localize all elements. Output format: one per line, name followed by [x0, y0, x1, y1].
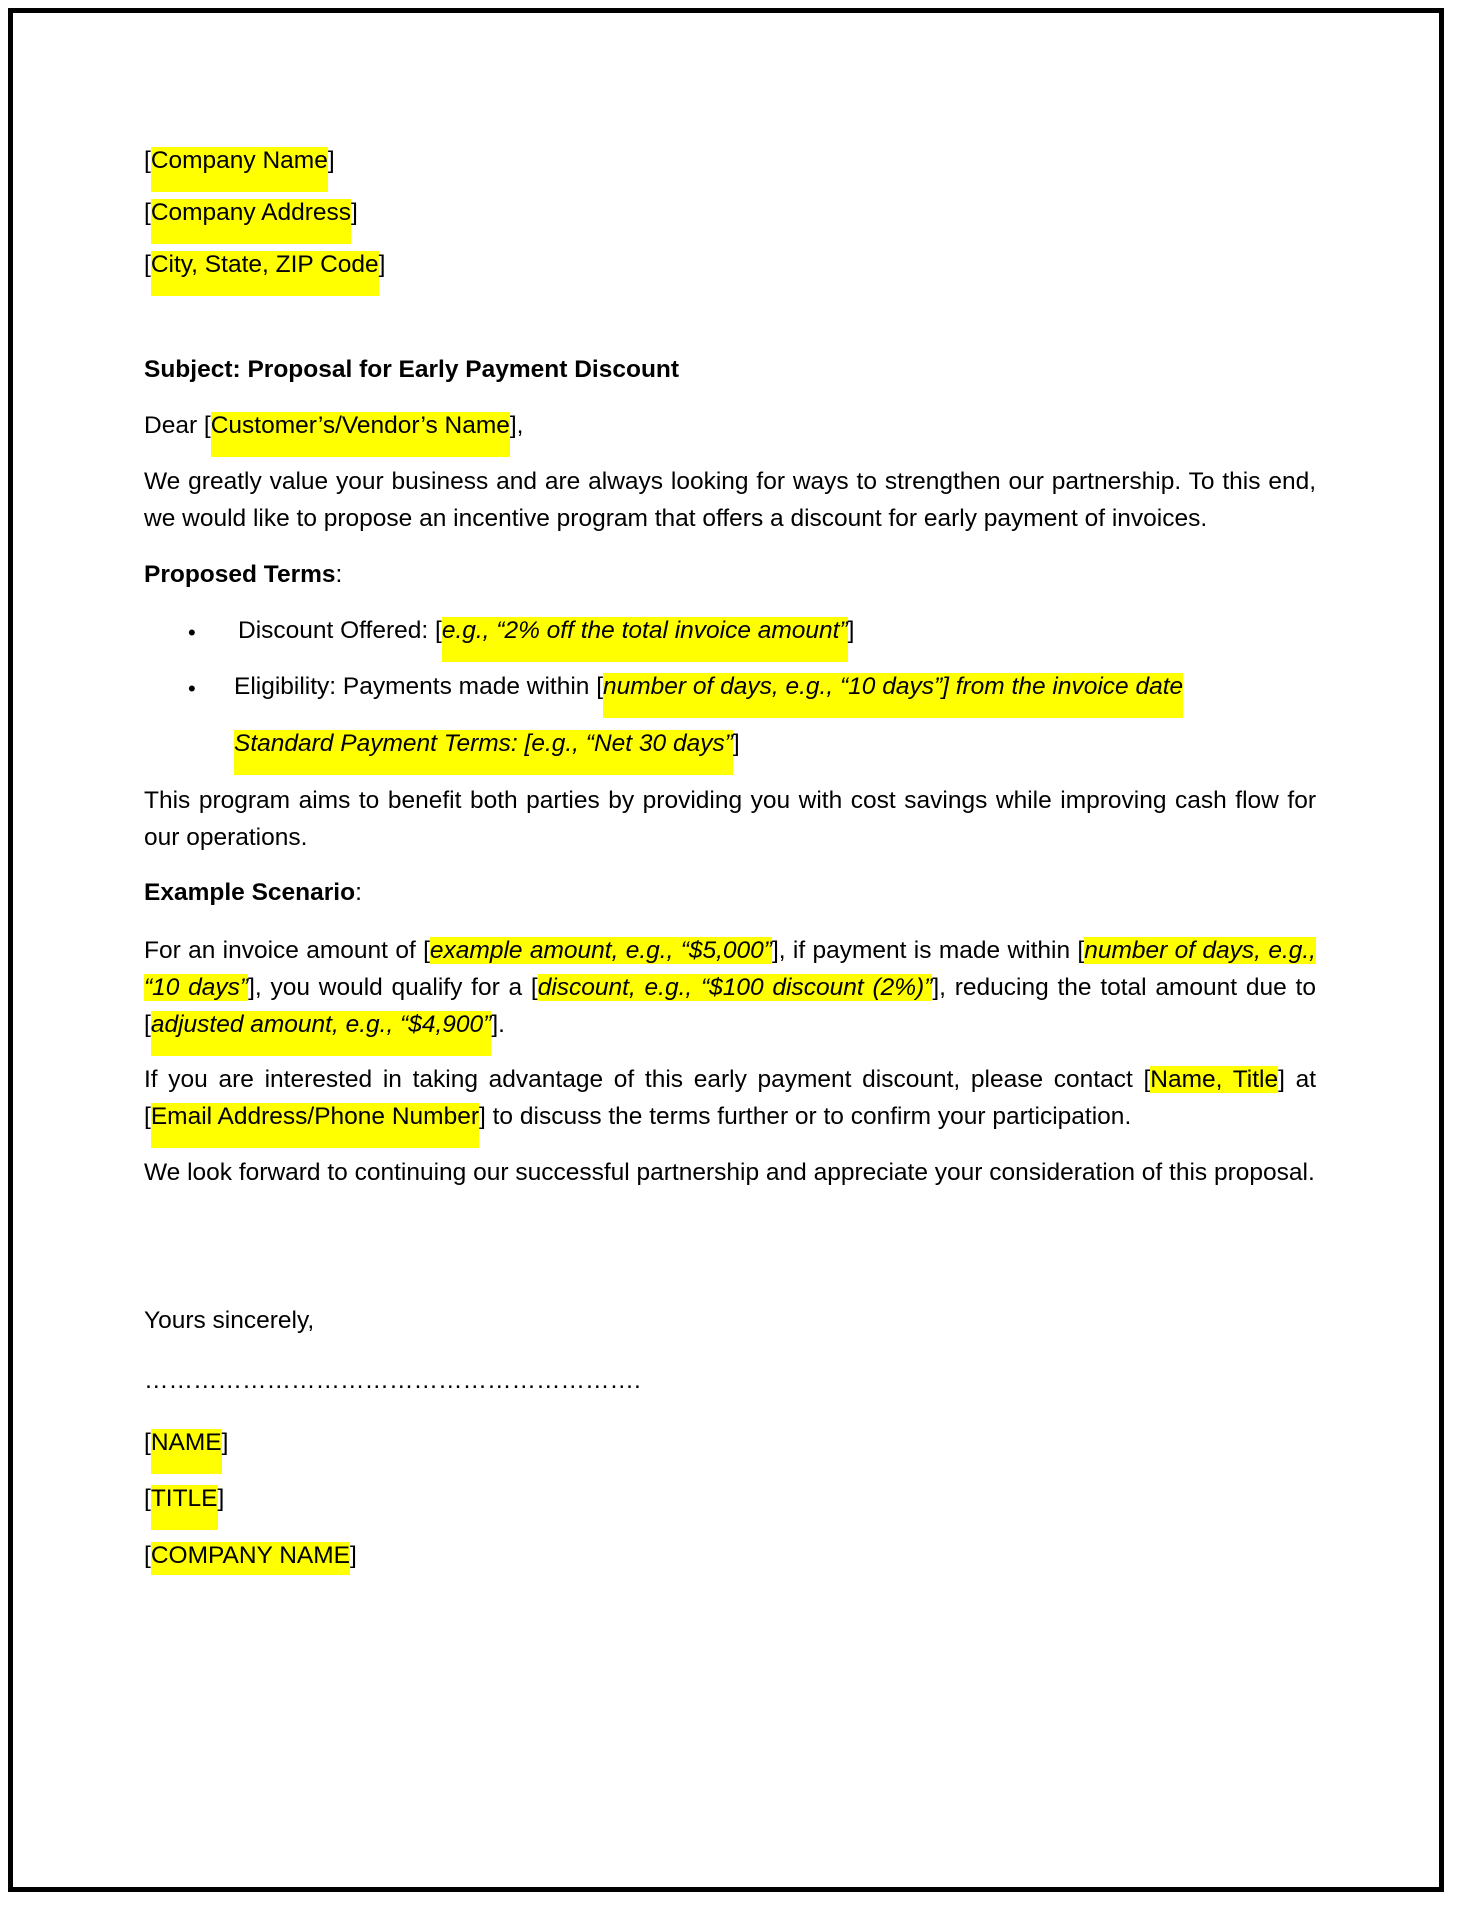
example-text: ], reducing the total amount due to [ [144, 974, 1316, 1038]
example-scenario-title: Example Scenario [144, 879, 356, 906]
example-scenario-heading [144, 874, 362, 911]
standard-terms-placeholder: Standard Payment Terms: [e.g., “Net 30 days” [234, 730, 733, 775]
company-address-line: [Company Address] [144, 194, 358, 231]
proposed-terms-heading [144, 556, 342, 593]
contact-paragraph [144, 1061, 1316, 1135]
proposed-terms-title: Proposed Terms [144, 561, 336, 588]
example-discount-placeholder: discount, e.g., “$100 discount (2%)” [537, 974, 933, 1001]
closing-paragraph: We look forward to continuing our successful partnership and appreciate your consideration of this proposal. [144, 1159, 1315, 1186]
bullet-icon: • [188, 620, 196, 645]
contact-email-phone-placeholder: Email Address/Phone Number [151, 1103, 479, 1148]
signature-company-line: [COMPANY NAME] [144, 1537, 357, 1574]
standard-terms-item [234, 725, 740, 762]
signature-name-line: [NAME] [144, 1424, 228, 1461]
company-address-placeholder: Company Address [151, 199, 351, 244]
eligibility-placeholder: number of days, e.g., “10 days”] from the invoice date [603, 673, 1183, 718]
discount-offered-close: ] [847, 617, 855, 644]
signature-line: ……………………………………………………. [144, 1367, 641, 1394]
contact-text: ] to discuss the terms further or to confirm your participation. [479, 1103, 1132, 1130]
discount-offered-placeholder: e.g., “2% off the total invoice amount” [442, 617, 848, 662]
city-state-zip-placeholder: City, State, ZIP Code [151, 251, 379, 296]
signature-title-placeholder: TITLE [151, 1485, 218, 1530]
company-name-placeholder: Company Name [151, 147, 328, 192]
discount-offered-item [238, 612, 854, 649]
discount-offered-label: Discount Offered: [ [238, 617, 442, 644]
subject-line: Subject: Proposal for Early Payment Discount [144, 356, 680, 383]
company-name-line: [Company Name] [144, 142, 335, 179]
intro-paragraph: We greatly value your business and are always looking for ways to strengthen our partnership. To this end, we would like to propose an incentive program that offers a discount for early payment of invoices. [144, 468, 1316, 532]
contact-text: ] at [ [144, 1066, 1317, 1130]
signature-name-placeholder: NAME [151, 1429, 222, 1474]
eligibility-label: Eligibility: Payments made within [ [234, 673, 604, 700]
signature-title-line: [TITLE] [144, 1480, 224, 1517]
contact-name-title-placeholder: Name, Title [1150, 1066, 1279, 1093]
signature-company-placeholder: COMPANY NAME [151, 1542, 350, 1575]
bullet-icon: • [188, 676, 196, 701]
example-text: ], you would qualify for a [ [248, 974, 538, 1001]
recipient-name-placeholder: Customer’s/Vendor’s Name [211, 412, 510, 457]
contact-text: If you are interested in taking advantage of this early payment discount, please contact [ [144, 1066, 1151, 1093]
sign-off: Yours sincerely, [144, 1307, 315, 1334]
proposed-terms-colon: : [335, 561, 343, 588]
standard-terms-close: ] [732, 730, 740, 757]
example-scenario-colon: : [355, 879, 362, 906]
example-text: ]. [491, 1011, 505, 1038]
greeting [144, 407, 523, 444]
example-text: ], if payment is made within [ [771, 937, 1085, 964]
greeting-suffix: ], [509, 412, 524, 439]
eligibility-item [234, 668, 1183, 705]
example-days-placeholder: number of days, e.g., “10 days” [144, 937, 1316, 1001]
city-state-zip-line: [City, State, ZIP Code] [144, 246, 385, 283]
example-adjusted-placeholder: adjusted amount, e.g., “$4,900” [151, 1011, 492, 1056]
example-paragraph [144, 932, 1316, 1043]
example-amount-placeholder: example amount, e.g., “$5,000” [429, 937, 772, 964]
example-text: For an invoice amount of [ [144, 937, 430, 964]
greeting-prefix: Dear [ [144, 412, 211, 439]
benefit-paragraph: This program aims to benefit both parties by providing you with cost savings while improving cash flow for our operations. [144, 787, 1316, 851]
